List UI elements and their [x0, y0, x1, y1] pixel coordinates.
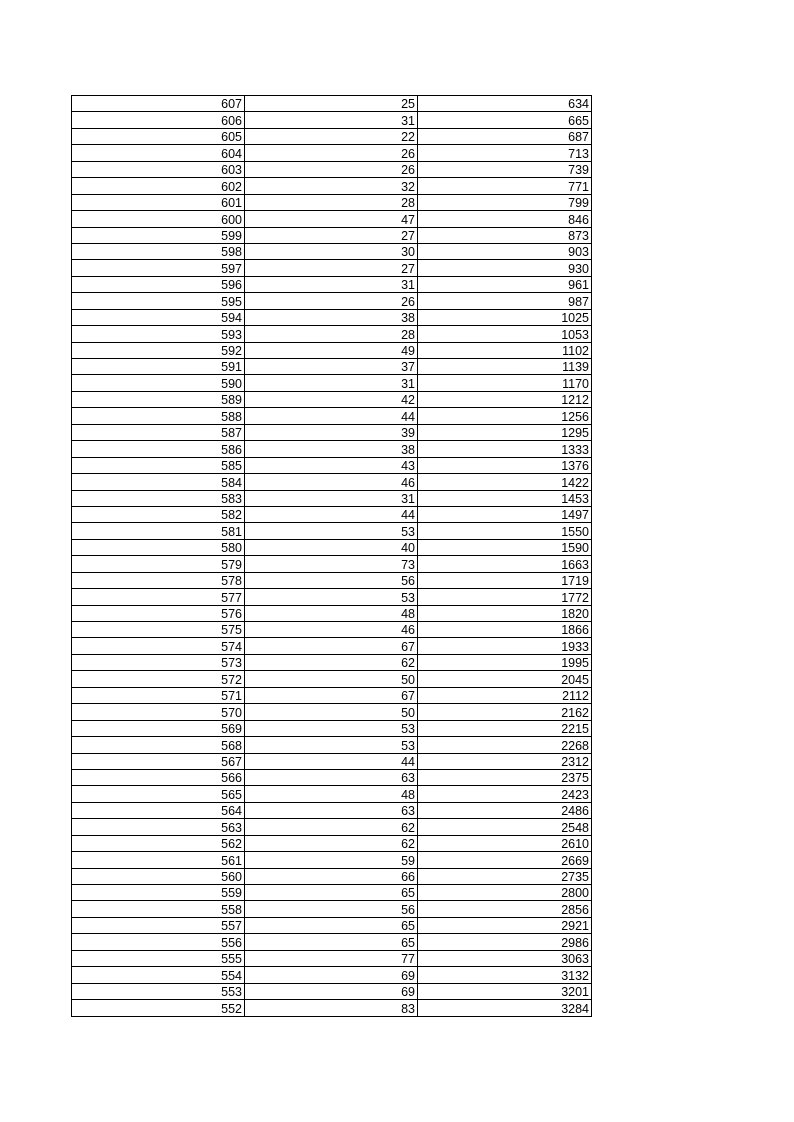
table-row [72, 967, 592, 983]
count-cell: 28 [245, 194, 418, 210]
cumulative-cell: 873 [418, 227, 592, 243]
table-row [72, 408, 592, 424]
table-row [72, 326, 592, 342]
score-cell: 563 [72, 819, 245, 835]
cumulative-cell: 961 [418, 276, 592, 292]
table-row [72, 835, 592, 851]
score-cell: 599 [72, 227, 245, 243]
cumulative-cell: 1376 [418, 457, 592, 473]
score-cell: 552 [72, 1000, 245, 1016]
table-row [72, 293, 592, 309]
table-row [72, 506, 592, 522]
score-cell: 590 [72, 375, 245, 391]
count-cell: 46 [245, 622, 418, 638]
count-cell: 39 [245, 424, 418, 440]
score-cell: 558 [72, 901, 245, 917]
cumulative-cell: 3284 [418, 1000, 592, 1016]
cumulative-cell: 687 [418, 128, 592, 144]
count-cell: 46 [245, 474, 418, 490]
cumulative-cell: 1333 [418, 441, 592, 457]
table-row [72, 243, 592, 259]
score-cell: 577 [72, 589, 245, 605]
cumulative-cell: 2856 [418, 901, 592, 917]
table-row [72, 441, 592, 457]
count-cell: 32 [245, 178, 418, 194]
count-cell: 50 [245, 704, 418, 720]
count-cell: 44 [245, 753, 418, 769]
score-cell: 560 [72, 868, 245, 884]
table-row [72, 983, 592, 999]
table-row [72, 769, 592, 785]
table-row [72, 457, 592, 473]
table-row [72, 934, 592, 950]
cumulative-cell: 1053 [418, 326, 592, 342]
table-row [72, 737, 592, 753]
score-cell: 565 [72, 786, 245, 802]
score-cell: 607 [72, 96, 245, 112]
table-row [72, 950, 592, 966]
table-row [72, 112, 592, 128]
cumulative-cell: 1590 [418, 539, 592, 555]
count-cell: 40 [245, 539, 418, 555]
count-cell: 77 [245, 950, 418, 966]
score-cell: 568 [72, 737, 245, 753]
score-cell: 586 [72, 441, 245, 457]
cumulative-cell: 1025 [418, 309, 592, 325]
count-cell: 62 [245, 654, 418, 670]
score-cell: 583 [72, 490, 245, 506]
table-row [72, 622, 592, 638]
score-cell: 557 [72, 917, 245, 933]
score-table [71, 95, 592, 1017]
score-cell: 606 [72, 112, 245, 128]
count-cell: 38 [245, 309, 418, 325]
cumulative-cell: 1212 [418, 391, 592, 407]
table-row [72, 539, 592, 555]
cumulative-cell: 1663 [418, 556, 592, 572]
count-cell: 62 [245, 835, 418, 851]
cumulative-cell: 2045 [418, 671, 592, 687]
table-row [72, 1000, 592, 1016]
count-cell: 44 [245, 506, 418, 522]
cumulative-cell: 2486 [418, 802, 592, 818]
cumulative-cell: 2548 [418, 819, 592, 835]
score-cell: 576 [72, 605, 245, 621]
score-cell: 588 [72, 408, 245, 424]
score-cell: 592 [72, 342, 245, 358]
score-cell: 601 [72, 194, 245, 210]
count-cell: 30 [245, 243, 418, 259]
cumulative-cell: 2312 [418, 753, 592, 769]
count-cell: 26 [245, 161, 418, 177]
count-cell: 22 [245, 128, 418, 144]
count-cell: 67 [245, 638, 418, 654]
cumulative-cell: 2162 [418, 704, 592, 720]
score-cell: 594 [72, 309, 245, 325]
count-cell: 56 [245, 901, 418, 917]
count-cell: 65 [245, 917, 418, 933]
score-cell: 584 [72, 474, 245, 490]
count-cell: 69 [245, 967, 418, 983]
cumulative-cell: 1453 [418, 490, 592, 506]
score-cell: 581 [72, 523, 245, 539]
count-cell: 31 [245, 112, 418, 128]
cumulative-cell: 634 [418, 96, 592, 112]
count-cell: 31 [245, 490, 418, 506]
table-row [72, 309, 592, 325]
count-cell: 25 [245, 96, 418, 112]
score-cell: 585 [72, 457, 245, 473]
score-cell: 564 [72, 802, 245, 818]
score-cell: 574 [72, 638, 245, 654]
table-row [72, 654, 592, 670]
score-table-body [72, 96, 592, 1017]
count-cell: 26 [245, 293, 418, 309]
score-cell: 579 [72, 556, 245, 572]
count-cell: 53 [245, 589, 418, 605]
table-row [72, 342, 592, 358]
count-cell: 62 [245, 819, 418, 835]
cumulative-cell: 665 [418, 112, 592, 128]
score-cell: 569 [72, 720, 245, 736]
score-cell: 555 [72, 950, 245, 966]
count-cell: 50 [245, 671, 418, 687]
cumulative-cell: 2610 [418, 835, 592, 851]
score-cell: 559 [72, 885, 245, 901]
table-row [72, 178, 592, 194]
cumulative-cell: 739 [418, 161, 592, 177]
cumulative-cell: 1102 [418, 342, 592, 358]
cumulative-cell: 713 [418, 145, 592, 161]
count-cell: 67 [245, 687, 418, 703]
cumulative-cell: 1995 [418, 654, 592, 670]
score-cell: 578 [72, 572, 245, 588]
cumulative-cell: 3132 [418, 967, 592, 983]
cumulative-cell: 1772 [418, 589, 592, 605]
count-cell: 53 [245, 720, 418, 736]
table-row [72, 671, 592, 687]
table-row [72, 276, 592, 292]
score-cell: 553 [72, 983, 245, 999]
cumulative-cell: 2268 [418, 737, 592, 753]
score-cell: 595 [72, 293, 245, 309]
score-cell: 567 [72, 753, 245, 769]
score-cell: 603 [72, 161, 245, 177]
score-cell: 605 [72, 128, 245, 144]
table-row [72, 868, 592, 884]
score-cell: 604 [72, 145, 245, 161]
cumulative-cell: 2986 [418, 934, 592, 950]
cumulative-cell: 1422 [418, 474, 592, 490]
count-cell: 53 [245, 523, 418, 539]
score-cell: 596 [72, 276, 245, 292]
table-row [72, 589, 592, 605]
score-cell: 571 [72, 687, 245, 703]
count-cell: 31 [245, 276, 418, 292]
table-row [72, 391, 592, 407]
count-cell: 63 [245, 769, 418, 785]
table-row [72, 753, 592, 769]
cumulative-cell: 2112 [418, 687, 592, 703]
table-row [72, 901, 592, 917]
count-cell: 38 [245, 441, 418, 457]
table-row [72, 96, 592, 112]
count-cell: 31 [245, 375, 418, 391]
table-row [72, 786, 592, 802]
score-cell: 591 [72, 359, 245, 375]
count-cell: 48 [245, 786, 418, 802]
table-row [72, 638, 592, 654]
table-row [72, 556, 592, 572]
table-row [72, 687, 592, 703]
count-cell: 47 [245, 211, 418, 227]
score-cell: 562 [72, 835, 245, 851]
count-cell: 48 [245, 605, 418, 621]
table-row [72, 885, 592, 901]
table-row [72, 523, 592, 539]
score-cell: 572 [72, 671, 245, 687]
count-cell: 65 [245, 934, 418, 950]
count-cell: 26 [245, 145, 418, 161]
table-row [72, 802, 592, 818]
score-cell: 566 [72, 769, 245, 785]
count-cell: 65 [245, 885, 418, 901]
cumulative-cell: 3063 [418, 950, 592, 966]
count-cell: 73 [245, 556, 418, 572]
table-row [72, 145, 592, 161]
cumulative-cell: 1933 [418, 638, 592, 654]
table-row [72, 917, 592, 933]
score-cell: 589 [72, 391, 245, 407]
count-cell: 27 [245, 260, 418, 276]
score-cell: 573 [72, 654, 245, 670]
count-cell: 63 [245, 802, 418, 818]
table-row [72, 704, 592, 720]
score-cell: 561 [72, 852, 245, 868]
cumulative-cell: 1866 [418, 622, 592, 638]
score-cell: 587 [72, 424, 245, 440]
cumulative-cell: 771 [418, 178, 592, 194]
score-cell: 554 [72, 967, 245, 983]
count-cell: 66 [245, 868, 418, 884]
score-cell: 593 [72, 326, 245, 342]
cumulative-cell: 1719 [418, 572, 592, 588]
table-row [72, 128, 592, 144]
score-cell: 602 [72, 178, 245, 194]
count-cell: 43 [245, 457, 418, 473]
table-row [72, 474, 592, 490]
table-row [72, 720, 592, 736]
count-cell: 42 [245, 391, 418, 407]
count-cell: 53 [245, 737, 418, 753]
cumulative-cell: 2735 [418, 868, 592, 884]
score-cell: 600 [72, 211, 245, 227]
cumulative-cell: 987 [418, 293, 592, 309]
table-row [72, 852, 592, 868]
cumulative-cell: 903 [418, 243, 592, 259]
count-cell: 28 [245, 326, 418, 342]
cumulative-cell: 1295 [418, 424, 592, 440]
count-cell: 44 [245, 408, 418, 424]
cumulative-cell: 1139 [418, 359, 592, 375]
cumulative-cell: 2423 [418, 786, 592, 802]
score-cell: 580 [72, 539, 245, 555]
table-row [72, 194, 592, 210]
score-cell: 597 [72, 260, 245, 276]
table-row [72, 359, 592, 375]
count-cell: 69 [245, 983, 418, 999]
table-row [72, 211, 592, 227]
cumulative-cell: 1170 [418, 375, 592, 391]
score-cell: 570 [72, 704, 245, 720]
cumulative-cell: 2215 [418, 720, 592, 736]
count-cell: 49 [245, 342, 418, 358]
cumulative-cell: 1550 [418, 523, 592, 539]
table-row [72, 490, 592, 506]
table-row [72, 260, 592, 276]
score-cell: 556 [72, 934, 245, 950]
cumulative-cell: 2375 [418, 769, 592, 785]
table-row [72, 375, 592, 391]
cumulative-cell: 3201 [418, 983, 592, 999]
score-cell: 598 [72, 243, 245, 259]
table-row [72, 572, 592, 588]
cumulative-cell: 1256 [418, 408, 592, 424]
table-row [72, 819, 592, 835]
cumulative-cell: 930 [418, 260, 592, 276]
count-cell: 27 [245, 227, 418, 243]
cumulative-cell: 846 [418, 211, 592, 227]
table-row [72, 161, 592, 177]
cumulative-cell: 1820 [418, 605, 592, 621]
count-cell: 37 [245, 359, 418, 375]
cumulative-cell: 799 [418, 194, 592, 210]
cumulative-cell: 2800 [418, 885, 592, 901]
cumulative-cell: 2669 [418, 852, 592, 868]
score-cell: 575 [72, 622, 245, 638]
count-cell: 56 [245, 572, 418, 588]
count-cell: 83 [245, 1000, 418, 1016]
score-cell: 582 [72, 506, 245, 522]
table-row [72, 605, 592, 621]
cumulative-cell: 2921 [418, 917, 592, 933]
cumulative-cell: 1497 [418, 506, 592, 522]
table-row [72, 424, 592, 440]
table-row [72, 227, 592, 243]
count-cell: 59 [245, 852, 418, 868]
